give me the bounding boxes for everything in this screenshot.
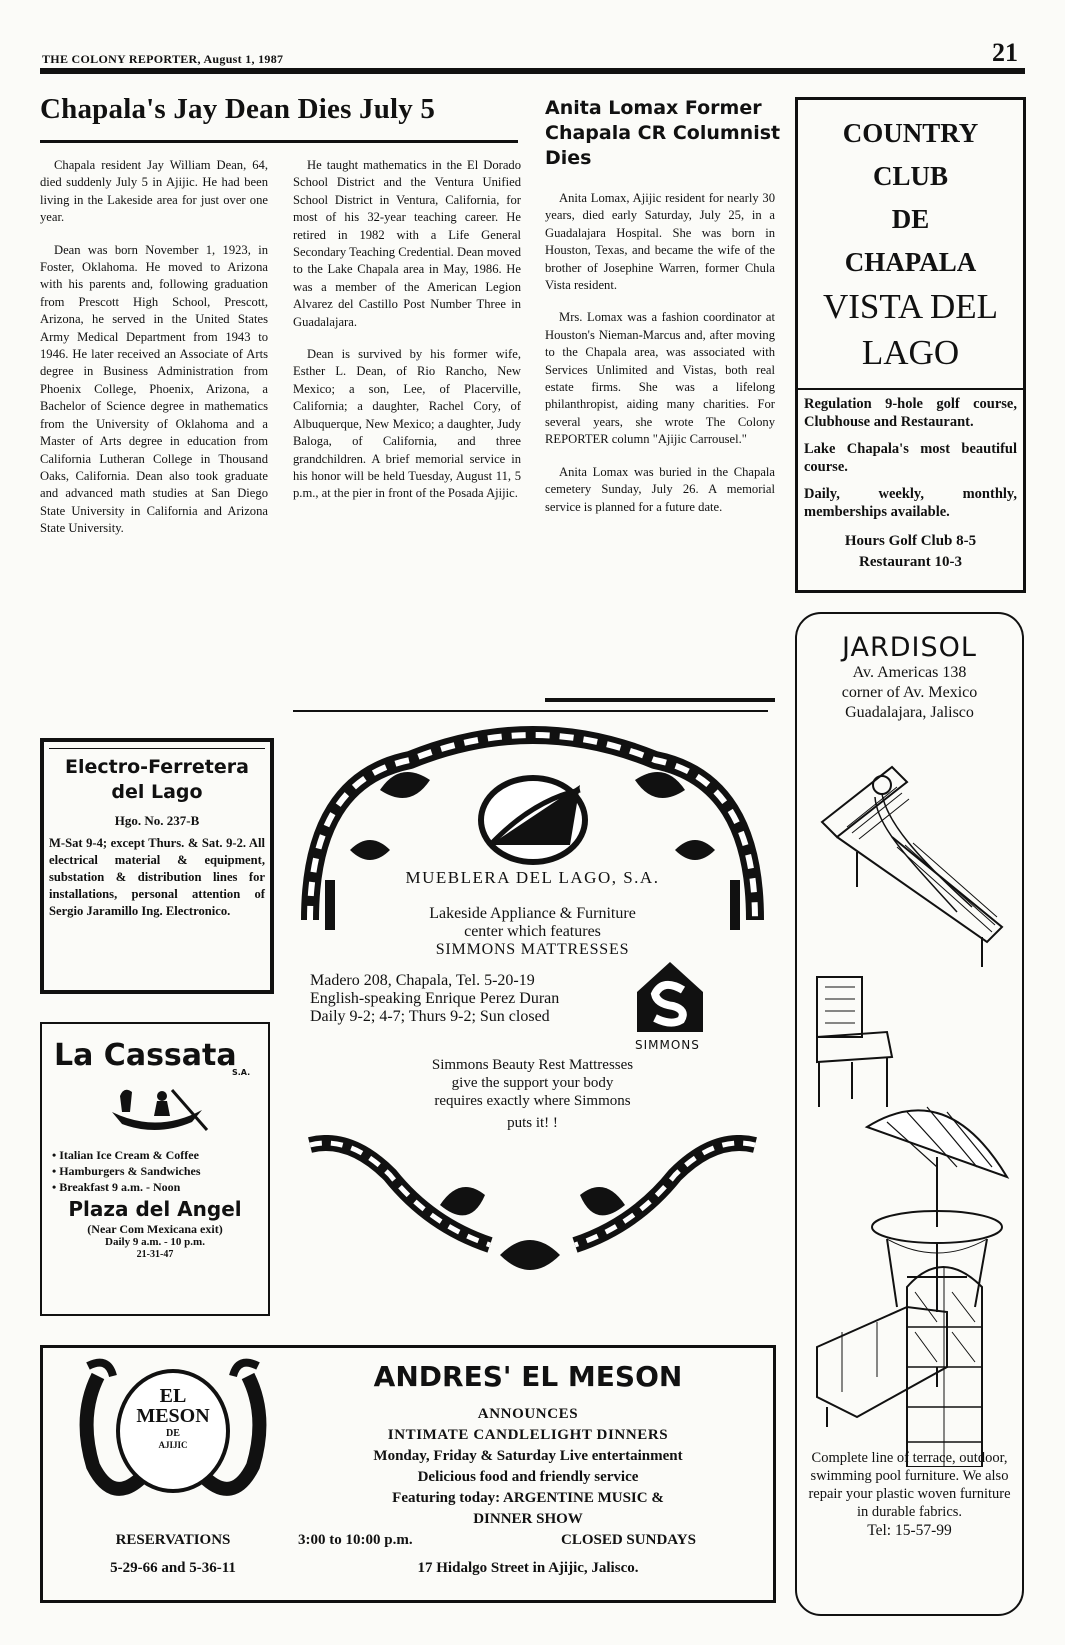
country-club-description: Daily, weekly, monthly, memberships available. [804, 486, 1017, 520]
jardisol-address: Guadalajara, Jalisco [845, 704, 974, 721]
ornamental-bottom [290, 1135, 775, 1305]
la-cassata-note: (Near Com Mexicana exit) [87, 1222, 223, 1236]
el-meson-line: Delicious food and friendly service [417, 1469, 639, 1485]
simmons-slogan: give the support your body [451, 1075, 614, 1091]
mueblera-address: Madero 208, Chapala, Tel. 5-20-19 [310, 972, 535, 989]
el-meson-address: 17 Hidalgo Street in Ajijic, Jalisco. [417, 1560, 639, 1576]
article2-paragraph: Anita Lomax was buried in the Chapala cemetery Sunday, July 26. A memorial service is planned for a future date. [545, 464, 775, 514]
country-club-line: DE [891, 204, 930, 234]
country-club-line: CLUB [872, 161, 948, 191]
article1-rule [40, 140, 518, 143]
el-meson-logo-text: DE [166, 1428, 180, 1439]
article1-headline: Chapala's Jay Dean Dies July 5 [40, 93, 436, 125]
country-club-line: COUNTRY [842, 118, 979, 148]
masthead-title: THE COLONY REPORTER, August 1, 1987 [42, 52, 284, 66]
la-cassata-place: Plaza del Angel [68, 1197, 242, 1221]
el-meson-logo-text: AJIJIC [158, 1440, 188, 1450]
gondola-icon [42, 1082, 268, 1142]
electro-body: M-Sat 9-4; except Thurs. & Sat. 9-2. All electrical material & equipment, substation & distribution lines for installations, personal attention of Sergio Jaramillo Ing. Electronico. [49, 836, 265, 918]
mueblera-tagline: SIMMONS MATTRESSES [435, 941, 630, 958]
mueblera-address: English-speaking Enrique Perez Duran [310, 990, 560, 1007]
jardisol-title: JARDISOL [842, 632, 977, 663]
article1-paragraph: Dean is survived by his former wife, Esther L. Dean, of Rio Rancho, New Mexico; a son, Lee, of Placerville, California; a daughter, Rachel Cory, of Albuquerque, New Mexico; a daughter, Judy Baloga, of California, and three grandchildren. A brief memorial service in his honor will be held Tuesday, August 11, 5 p.m., at the pier in front of the Posada Ajijic. [293, 347, 521, 501]
electro-title: Electro-Ferretera [65, 756, 249, 778]
country-club-line: CHAPALA [844, 247, 977, 277]
article1-paragraph: Dean was born November 1, 1923, in Foster, Oklahoma. He moved to Arizona with his parents and, following graduation from Prescott High School, Prescott, Arizona, he served in the United States Army Medical Department from 1943 to 1946. He later received an Associate of Arts degree in Business Administration from Phoenix College, Phoenix, Arizona, a Bachelor of Science degree in mathematics from the University of Oklahoma and a Master of Arts degree in education from California Lutheran College in Thousand Oaks, California. Dean also took graduate and advanced math studies at San Diego State University in California and Arizona State University. [40, 242, 268, 536]
el-meson-title: ANDRES' EL MESON [373, 1360, 683, 1393]
mueblera-address: Daily 9-2; 4-7; Thurs 9-2; Sun closed [310, 1008, 550, 1025]
country-club-ad [795, 97, 1026, 593]
electro-address: Hgo. No. 237-B [114, 813, 200, 828]
masthead-rule [40, 68, 1025, 74]
el-meson-closed: CLOSED SUNDAYS [561, 1532, 696, 1548]
el-meson-reservations: RESERVATIONS [115, 1532, 231, 1548]
la-cassata-item: • Hamburgers & Sandwiches [52, 1164, 201, 1178]
el-meson-phones: 5-29-66 and 5-36-11 [110, 1560, 236, 1576]
country-club-description: Lake Chapala's most beautiful course. [804, 441, 1017, 475]
simmons-logo-icon [635, 960, 705, 1035]
simmons-slogan: requires exactly where Simmons [434, 1093, 631, 1109]
el-meson-line: INTIMATE CANDLELIGHT DINNERS [387, 1427, 669, 1443]
country-club-hours: Hours Golf Club 8-5 [844, 533, 977, 549]
electro-ferretera-ad [40, 738, 274, 994]
article2-headline: Anita Lomax Former Chapala CR Columnist Dies [545, 97, 781, 169]
el-meson-ad [40, 1345, 776, 1603]
simmons-slogan: puts it! ! [507, 1115, 558, 1131]
la-cassata-title: La Cassata [54, 1038, 237, 1073]
mueblera-name: MUEBLERA DEL LAGO, S.A. [405, 868, 660, 887]
article2-paragraph: Anita Lomax, Ajijic resident for nearly 30 years, died early Saturday, July 25, in a Guadalajara Hospital. She was born in Houston, Texas, and became the wife of the brother of Josephine Warren, former Chula Vista resident. [545, 191, 775, 293]
simmons-slogan: Simmons Beauty Rest Mattresses [431, 1057, 634, 1073]
country-club-hours: Restaurant 10-3 [859, 554, 962, 570]
page-number: 21 [992, 38, 1018, 67]
article1-paragraph: Chapala resident Jay William Dean, 64, died suddenly July 5 in Ajijic. He had been living in the Lakeside area for just over one year. [40, 158, 268, 225]
mueblera-ad [290, 720, 775, 1315]
el-meson-hours: 3:00 to 10:00 p.m. [298, 1532, 413, 1548]
article2-bottom-rule [545, 698, 775, 702]
jardisol-ad [795, 612, 1024, 1616]
el-meson-logo-text: EL [159, 1385, 187, 1407]
article1-bottom-rule [293, 710, 768, 712]
el-meson-line: Monday, Friday & Saturday Live entertainment [373, 1448, 683, 1464]
la-cassata-item: • Breakfast 9 a.m. - Noon [52, 1180, 181, 1194]
jardisol-address: Av. Americas 138 [852, 664, 967, 681]
jardisol-description: Complete line of terrace, outdoor, swimming pool furniture. We also repair your plastic woven furniture in durable fabrics. [808, 1450, 1011, 1520]
article2-column [545, 190, 775, 531]
el-meson-line: Featuring today: ARGENTINE MUSIC & [392, 1490, 664, 1506]
el-meson-line: DINNER SHOW [473, 1511, 583, 1527]
la-cassata-ad [40, 1022, 270, 1316]
la-cassata-suffix: S.A. [232, 1068, 251, 1077]
article1-paragraph: He taught mathematics in the El Dorado School District and the Ventura Unified School District in Ventura, California, for most of his 32-year teaching career. He retired in 1982 with a Life General Secondary Teaching Credential. Dean moved to the Lake Chapala area in May, 1986. He was a member of the American Legion Alvarez del Castillo Post Number Three in Guadalajara. [293, 158, 521, 329]
la-cassata-phone: 21-31-47 [136, 1249, 174, 1260]
jardisol-phone: Tel: 15-57-99 [867, 1522, 952, 1539]
la-cassata-hours: Daily 9 a.m. - 10 p.m. [105, 1236, 205, 1248]
mueblera-tagline: center which features [464, 923, 601, 940]
jardisol-address: corner of Av. Mexico [841, 684, 978, 701]
furniture-illustration [797, 727, 1018, 1467]
la-cassata-item: • Italian Ice Cream & Coffee [52, 1148, 199, 1162]
country-club-divider [798, 388, 1023, 390]
electro-title: del Lago [111, 781, 203, 803]
vista-del-lago-line: VISTA DEL [822, 287, 999, 326]
mueblera-tagline: Lakeside Appliance & Furniture [429, 905, 636, 922]
vista-del-lago-line: LAGO [861, 333, 960, 372]
article1-column-2 [293, 157, 521, 518]
country-club-description: Regulation 9-hole golf course, Clubhouse and Restaurant. [804, 396, 1017, 430]
simmons-logo-label: SIMMONS [635, 1038, 700, 1052]
el-meson-line: ANNOUNCES [477, 1406, 579, 1422]
article2-paragraph: Mrs. Lomax was a fashion coordinator at Houston's Nieman-Marcus and, after moving to the Chapala area, was associated with Services Unlimited and Vistas, both real estate firms. She was a lifelong philanthropist, aiding many charities. For several years, she wrote The Colony REPORTER column "Ajijic Carrousel." [545, 310, 775, 447]
article1-column-1 [40, 157, 268, 553]
el-meson-logo-text: MESON [136, 1405, 210, 1427]
